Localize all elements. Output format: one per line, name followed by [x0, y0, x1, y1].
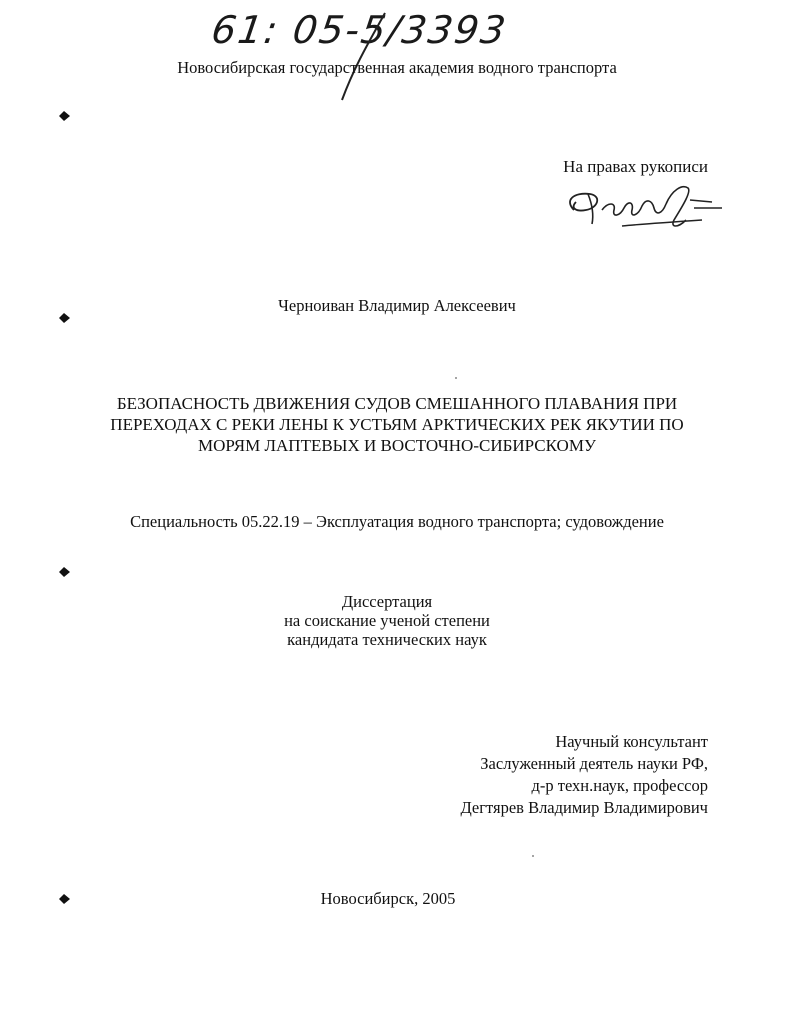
author-name: Черноиван Владимир Алексеевич: [278, 296, 516, 315]
city-year: Новосибирск, 2005: [320, 889, 456, 908]
dissertation-title: [70, 393, 724, 456]
scan-speck: [455, 377, 457, 379]
scan-speck: [532, 855, 534, 857]
handwritten-signature-icon: [562, 180, 732, 240]
degree-statement: [0, 592, 774, 649]
punch-hole-icon: [57, 566, 71, 578]
manuscript-note: На правах рукописи: [563, 157, 708, 176]
title-line: МОРЯМ ЛАПТЕВЫХ И ВОСТОЧНО-СИБИРСКОМУ: [198, 436, 596, 455]
punch-hole-icon: [57, 110, 71, 122]
advisor-line: Научный консультант: [555, 732, 708, 751]
title-line: ПЕРЕХОДАХ С РЕКИ ЛЕНЫ К УСТЬЯМ АРКТИЧЕСКИХ РЕК ЯКУТИИ ПО: [110, 415, 684, 434]
advisor-line: Дегтярев Владимир Владимирович: [460, 798, 708, 817]
degree-line: на соискание ученой степени: [284, 611, 490, 630]
scientific-advisor: [460, 731, 708, 819]
advisor-line: д-р техн.наук, профессор: [531, 776, 708, 795]
specialty: Специальность 05.22.19 – Эксплуатация водного транспорта; судовождение: [130, 512, 664, 531]
pen-slash-mark: [330, 5, 390, 105]
degree-line: Диссертация: [341, 592, 433, 611]
archive-code: 61: 05-5/3393: [208, 8, 511, 52]
advisor-line: Заслуженный деятель науки РФ,: [480, 754, 708, 773]
title-line: БЕЗОПАСНОСТЬ ДВИЖЕНИЯ СУДОВ СМЕШАННОГО ПЛАВАНИЯ ПРИ: [116, 394, 678, 413]
degree-line: кандидата технических наук: [287, 630, 487, 649]
institution-name: Новосибирская государственная академия водного транспорта: [177, 58, 617, 77]
